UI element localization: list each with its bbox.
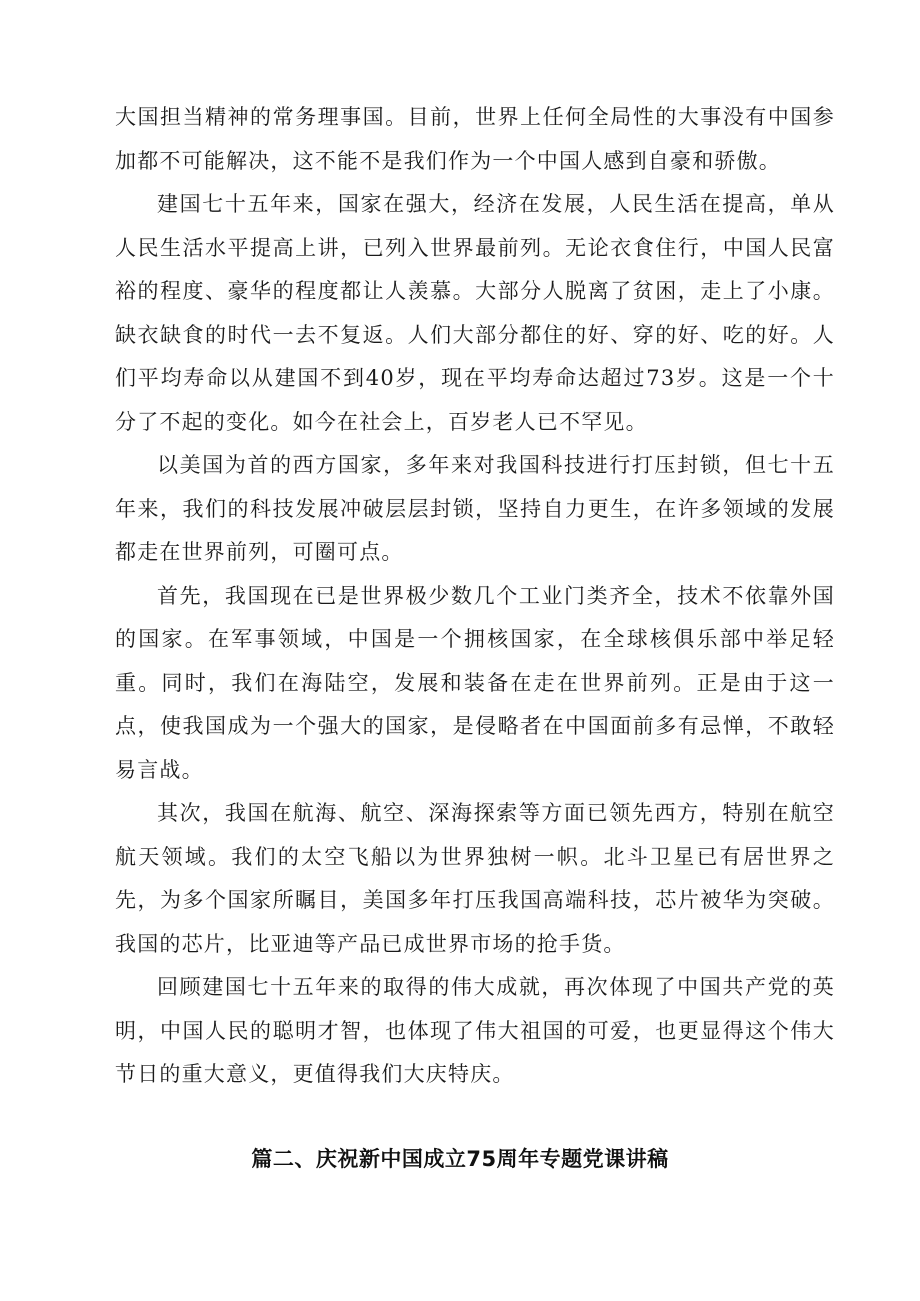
document-body	[115, 96, 835, 1097]
paragraph-conclusion: 回顾建国七十五年来的取得的伟大成就，再次体现了中国共产党的英明，中国人民的聪明才智，也体现了伟大祖国的可爱，也更显得这个伟大节日的重大意义，更值得我们大庆特庆。	[115, 975, 835, 1086]
paragraph-technology-blockade: 以美国为首的西方国家，多年来对我国科技进行打压封锁，但七十五年来，我们的科技发展冲破层层封锁，坚持自力更生，在许多领域的发展都走在世界前列，可圈可点。	[115, 453, 835, 564]
section-heading: 篇二、庆祝新中国成立75周年专题党课讲稿	[251, 1147, 669, 1171]
paragraph-living-standards: 建国七十五年来，国家在强大，经济在发展，人民生活在提高，单从人民生活水平提高上讲，已列入世界最前列。无论衣食住行，中国人民富裕的程度、豪华的程度都让人羡慕。大部分人脱离了贫困，走上了小康。缺衣缺食的时代一去不复返。人们大部分都住的好、穿的好、吃的好。人们平均寿命以从建国不到40岁，现在平均寿命达超过73岁。这是一个十分了不起的变化。如今在社会上，百岁老人已不罕见。	[115, 192, 835, 434]
paragraph-industry-military: 首先，我国现在已是世界极少数几个工业门类齐全，技术不依靠外国的国家。在军事领域，中国是一个拥核国家，在全球核俱乐部中举足轻重。同时，我们在海陆空，发展和装备在走在世界前列。正是由于这一点，使我国成为一个强大的国家，是侵略者在中国面前多有忌惮，不敢轻易言战。	[115, 583, 835, 782]
paragraph-continued: 大国担当精神的常务理事国。目前，世界上任何全局性的大事没有中国参加都不可能解决，这不能不是我们作为一个中国人感到自豪和骄傲。	[115, 105, 835, 173]
paragraph-aerospace: 其次，我国在航海、航空、深海探索等方面已领先西方，特别在航空航天领域。我们的太空飞船以为世界独树一帜。北斗卫星已有居世界之先，为多个国家所瞩目，美国多年打压我国高端科技，芯片被华为突破。我国的芯片，比亚迪等产品已成世界市场的抢手货。	[115, 801, 835, 956]
